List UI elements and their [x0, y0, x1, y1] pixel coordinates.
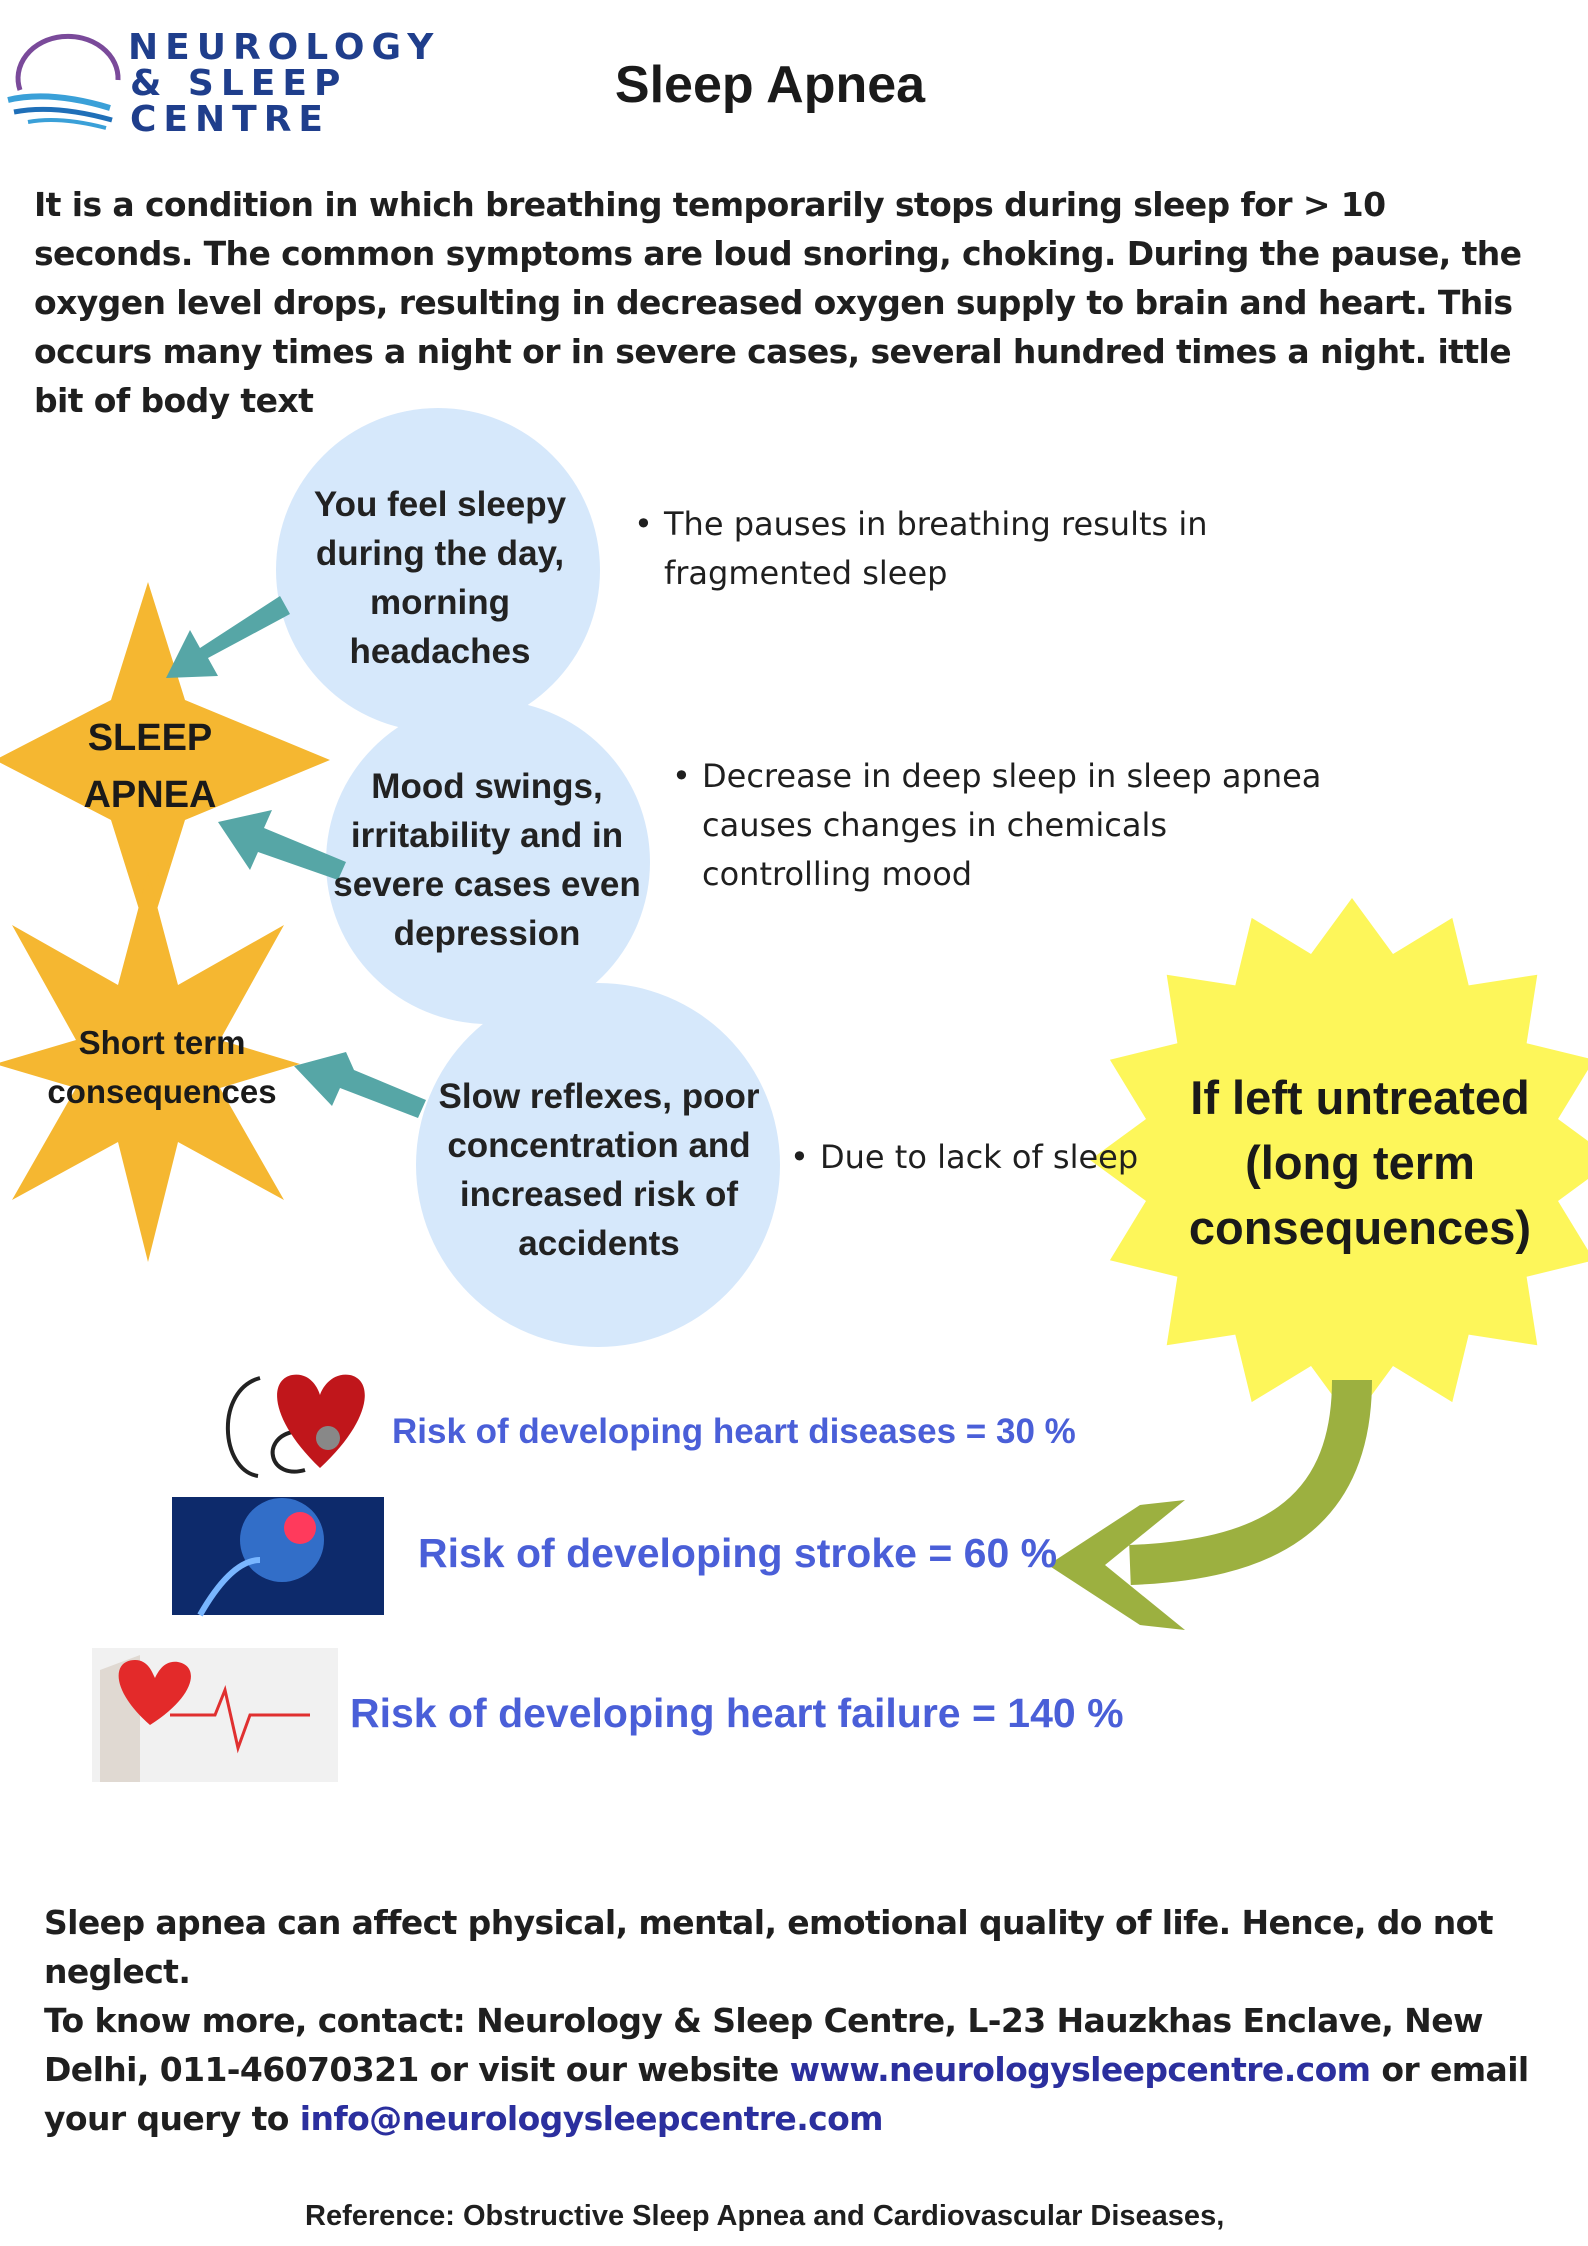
email-link[interactable]: info@neurologysleepcentre.com: [299, 2099, 883, 2138]
intro-paragraph: It is a condition in which breathing temporarily stops during sleep for > 10 seconds. The common symptoms are loud snoring, choking. During the pause, the oxygen level drops, resulting in decreased oxygen supply to brain and heart. This occurs many times a night or in severe cases, several hundred times a night. ittle bit of body text: [34, 185, 1522, 420]
heart-ecg-icon: [92, 1648, 338, 1782]
contact-middle: or email your query to: [44, 2050, 1529, 2138]
risk-heart-diseases: Risk of developing heart diseases = 30 %: [392, 1412, 1076, 1451]
website-link[interactable]: www.neurologysleepcentre.com: [789, 2050, 1371, 2089]
risk-heart-failure: Risk of developing heart failure = 140 %: [350, 1690, 1124, 1736]
quality-of-life-note: Sleep apnea can affect physical, mental, emotional quality of life. Hence, do not neglect.: [44, 1903, 1493, 1991]
sleep-apnea-label: [55, 710, 245, 824]
green-curved-arrow: [1130, 1380, 1352, 1565]
logo-line-3: CENTRE: [130, 99, 331, 140]
reason-bullet-3: • Due to lack of sleep: [820, 1133, 1150, 1182]
contact-prefix: To know more, contact: Neurology & Sleep Centre, L-23 Hauzkhas Enclave, New Delhi, 011-46070321 or visit our website: [44, 2001, 1483, 2089]
symptom-2-text: Mood swings, irritability and in severe cases even depression: [333, 767, 641, 953]
arrow-to-sleep-apnea: [166, 596, 290, 678]
stethoscope-heart-icon: [228, 1375, 365, 1476]
risk-stroke: Risk of developing stroke = 60 %: [418, 1530, 1058, 1576]
logo-line-2: & SLEEP: [130, 63, 348, 104]
sleep-apnea-label-line-1: SLEEP: [87, 717, 213, 759]
long-term-label: If left untreated (long term consequences): [1188, 1071, 1532, 1254]
symptom-1-text: You feel sleepy during the day, morning headaches: [313, 485, 567, 671]
brain-headache-icon: [172, 1497, 384, 1615]
short-term-label: [22, 1018, 302, 1116]
symptom-3-text: Slow reflexes, poor concentration and increased risk of accidents: [438, 1077, 760, 1263]
reason-bullet-2: • Decrease in deep sleep in sleep apnea causes changes in chemicals controlling mood: [702, 752, 1322, 899]
arrow-to-short-term: [294, 1052, 426, 1118]
sleep-apnea-label-line-2: APNEA: [83, 774, 217, 816]
contact-paragraph: [44, 1996, 1554, 2143]
short-term-label-line-1: Short term: [78, 1024, 246, 1061]
reference-citation: Reference: Obstructive Sleep Apnea and Cardiovascular Diseases,: [305, 2200, 1225, 2232]
reason-bullet-1: • The pauses in breathing results in fragmented sleep: [664, 500, 1384, 598]
page-title: Sleep Apnea: [614, 56, 926, 114]
short-term-label-line-2: consequences: [47, 1073, 277, 1110]
logo-line-1: NEUROLOGY: [128, 27, 441, 68]
